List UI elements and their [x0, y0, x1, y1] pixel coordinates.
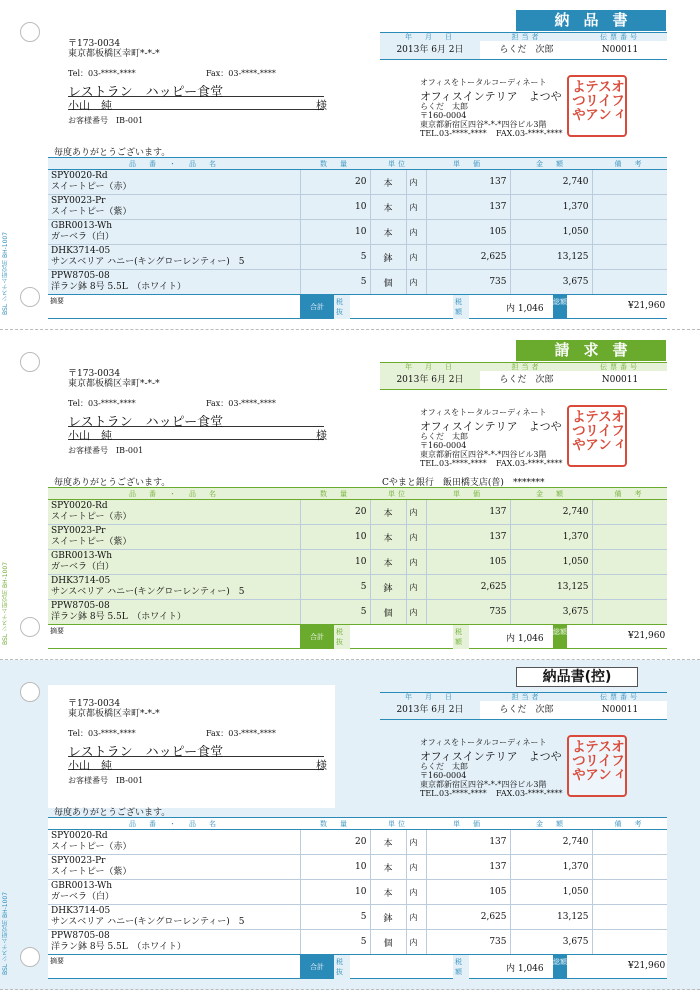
item-tax: 内	[406, 880, 426, 905]
customer-address: 東京都板橋区幸町*-*-*	[68, 49, 160, 59]
company-zip: 〒160-0004	[420, 441, 467, 450]
table-row	[48, 550, 667, 575]
tax-value: 内 1,046	[506, 634, 544, 644]
item-amount: 1,050	[510, 550, 592, 575]
col-price: 単 価	[426, 158, 510, 170]
company-address: 東京都新宿区四谷*-*-*四谷ビル3階	[420, 450, 547, 459]
totals-row	[48, 294, 667, 319]
date-label: 年 月 日	[380, 32, 480, 41]
item-qty: 5	[300, 245, 370, 270]
customer-no: お客様番号 IB-001	[68, 446, 144, 455]
customer-fax: Fax：03-****-****	[206, 729, 276, 738]
slip-no-value: N00011	[601, 705, 639, 715]
grand-total-label: 総額	[553, 295, 567, 319]
table-row	[48, 245, 667, 270]
customer-contact: 小山 純 様	[68, 429, 327, 442]
item-note	[592, 930, 667, 955]
item-unit: 本	[370, 830, 406, 855]
item-unit: 個	[370, 600, 406, 625]
col-price: 単 価	[426, 818, 510, 830]
col-amount: 金 額	[510, 818, 592, 830]
total-label: 合計	[300, 625, 334, 649]
col-qty: 数 量	[300, 158, 370, 170]
item-tax: 内	[406, 270, 426, 295]
company-slogan: オフィスをトータルコーディネート	[420, 78, 547, 87]
person-label: 担当者	[480, 32, 573, 41]
company-slogan: オフィスをトータルコーディネート	[420, 408, 547, 417]
totals-row	[48, 954, 667, 979]
item-tax: 内	[406, 600, 426, 625]
company-person: らくだ 太郎	[420, 762, 468, 771]
info-grid	[380, 692, 667, 720]
company-name: オフィスインテリア よつや	[420, 420, 562, 433]
item-unit: 本	[370, 550, 406, 575]
item-code-name: SPY0020-Rd スイートピー（赤）	[48, 500, 300, 525]
item-unit: 本	[370, 500, 406, 525]
company-fax: FAX.03-****-****	[496, 129, 563, 138]
item-qty: 5	[300, 600, 370, 625]
item-code-name: SPY0023-Pr スイートピー（紫）	[48, 195, 300, 220]
item-qty: 5	[300, 270, 370, 295]
item-qty: 10	[300, 550, 370, 575]
item-price: 137	[426, 855, 510, 880]
item-price: 137	[426, 195, 510, 220]
sheet-1	[0, 330, 700, 660]
col-item: 品 番 ・ 品 名	[48, 158, 300, 170]
item-code-name: GBR0013-Wh ガーベラ（白）	[48, 550, 300, 575]
item-note	[592, 500, 667, 525]
document-title: 納品書	[516, 10, 666, 31]
document-title: 請求書	[516, 340, 666, 361]
item-amount: 13,125	[510, 245, 592, 270]
person-value: らくだ 次郎	[499, 45, 554, 55]
item-price: 137	[426, 525, 510, 550]
col-note: 備 考	[592, 818, 667, 830]
item-code-name: SPY0023-Pr スイートピー（紫）	[48, 525, 300, 550]
item-price: 105	[426, 880, 510, 905]
side-code: BSL システム研究所 BH-1007	[2, 891, 9, 975]
table-row	[48, 270, 667, 295]
customer-tel: Tel：03-****-****	[68, 69, 136, 78]
item-price: 735	[426, 930, 510, 955]
tax-excl-label: 税抜	[334, 625, 350, 649]
item-tax: 内	[406, 575, 426, 600]
item-note	[592, 195, 667, 220]
item-tax: 内	[406, 830, 426, 855]
customer-name: レストラン ハッピー食堂	[68, 411, 324, 427]
item-tax: 内	[406, 220, 426, 245]
item-code-name: DHK3714-05 サンスベリア ハニー(キングローレンティー) 5	[48, 905, 300, 930]
date-value: 2013年 6月 2日	[380, 41, 480, 59]
item-code-name: PPW8705-08 洋ラン鉢 8号 5.5L （ホワイト）	[48, 600, 300, 625]
info-grid	[380, 362, 667, 390]
item-note	[592, 525, 667, 550]
col-item: 品 番 ・ 品 名	[48, 818, 300, 830]
item-qty: 5	[300, 575, 370, 600]
customer-fax: Fax：03-****-****	[206, 399, 276, 408]
item-price: 105	[426, 220, 510, 245]
company-zip: 〒160-0004	[420, 771, 467, 780]
bank-info: Cやまと銀行 飯田橋支店(普) *******	[382, 478, 545, 488]
item-tax: 内	[406, 930, 426, 955]
company-tel: TEL.03-****-****	[420, 129, 487, 138]
slip-no-value: N00011	[601, 45, 639, 55]
item-tax: 内	[406, 550, 426, 575]
item-tax: 内	[406, 855, 426, 880]
person-value: らくだ 次郎	[499, 705, 554, 715]
document-title: 納品書(控)	[516, 667, 638, 687]
memo-label: 摘要	[50, 627, 64, 635]
company-zip: 〒160-0004	[420, 111, 467, 120]
table-row	[48, 170, 667, 195]
item-qty: 20	[300, 170, 370, 195]
item-price: 735	[426, 270, 510, 295]
tax-value: 内 1,046	[506, 304, 544, 314]
item-note	[592, 830, 667, 855]
item-unit: 鉢	[370, 245, 406, 270]
company-address: 東京都新宿区四谷*-*-*四谷ビル3階	[420, 780, 547, 789]
greeting: 毎度ありがとうございます。	[54, 478, 171, 488]
table-row	[48, 830, 667, 855]
item-qty: 10	[300, 880, 370, 905]
col-note: 備 考	[592, 158, 667, 170]
tax-excl-label: 税抜	[334, 955, 350, 979]
customer-zip: 〒173-0034	[68, 369, 121, 379]
col-price: 単 価	[426, 488, 510, 500]
item-price: 735	[426, 600, 510, 625]
sheet-2	[0, 660, 700, 990]
table-row	[48, 930, 667, 955]
item-price: 2,625	[426, 905, 510, 930]
item-price: 2,625	[426, 575, 510, 600]
item-code-name: DHK3714-05 サンスベリア ハニー(キングローレンティー) 5	[48, 575, 300, 600]
memo-label: 摘要	[50, 297, 64, 305]
info-grid	[380, 32, 667, 60]
item-code-name: SPY0020-Rd スイートピー（赤）	[48, 170, 300, 195]
table-row	[48, 195, 667, 220]
punch-hole	[20, 682, 40, 702]
item-qty: 20	[300, 500, 370, 525]
item-unit: 本	[370, 170, 406, 195]
slip-no-label: 伝票番号	[573, 32, 667, 41]
side-code: BSL システム研究所 BH-1007	[2, 561, 9, 645]
grand-total-value: ¥21,960	[628, 301, 666, 311]
company-person: らくだ 太郎	[420, 102, 468, 111]
company-name: オフィスインテリア よつや	[420, 750, 562, 763]
table-row	[48, 600, 667, 625]
col-qty: 数 量	[300, 818, 370, 830]
item-tax: 内	[406, 905, 426, 930]
item-note	[592, 245, 667, 270]
greeting: 毎度ありがとうございます。	[54, 148, 171, 158]
customer-name: レストラン ハッピー食堂	[68, 741, 324, 757]
company-seal: オフィスインテリアよつや	[567, 405, 627, 467]
item-price: 137	[426, 170, 510, 195]
item-qty: 5	[300, 905, 370, 930]
item-note	[592, 220, 667, 245]
sama-label: 様	[316, 759, 327, 772]
item-qty: 20	[300, 830, 370, 855]
grand-total-label: 総額	[553, 625, 567, 649]
customer-address: 東京都板橋区幸町*-*-*	[68, 709, 160, 719]
item-code-name: SPY0020-Rd スイートピー（赤）	[48, 830, 300, 855]
punch-hole	[20, 22, 40, 42]
col-unit: 単位	[370, 818, 426, 830]
punch-hole	[20, 617, 40, 637]
item-tax: 内	[406, 245, 426, 270]
punch-hole	[20, 352, 40, 372]
date-value: 2013年 6月 2日	[380, 701, 480, 719]
item-amount: 3,675	[510, 270, 592, 295]
item-unit: 個	[370, 270, 406, 295]
total-label: 合計	[300, 955, 334, 979]
col-amount: 金 額	[510, 488, 592, 500]
col-item: 品 番 ・ 品 名	[48, 488, 300, 500]
tax-amount-label: 税額	[453, 625, 469, 649]
item-qty: 10	[300, 855, 370, 880]
table-row	[48, 905, 667, 930]
item-code-name: DHK3714-05 サンスベリア ハニー(キングローレンティー) 5	[48, 245, 300, 270]
memo-label: 摘要	[50, 957, 64, 965]
item-amount: 1,370	[510, 855, 592, 880]
customer-address: 東京都板橋区幸町*-*-*	[68, 379, 160, 389]
item-unit: 本	[370, 855, 406, 880]
item-unit: 鉢	[370, 575, 406, 600]
customer-tel: Tel：03-****-****	[68, 729, 136, 738]
tax-amount-label: 税額	[453, 295, 469, 319]
item-unit: 本	[370, 195, 406, 220]
company-fax: FAX.03-****-****	[496, 789, 563, 798]
date-label: 年 月 日	[380, 692, 480, 701]
item-unit: 本	[370, 220, 406, 245]
item-tax: 内	[406, 500, 426, 525]
person-value: らくだ 次郎	[499, 375, 554, 385]
customer-zip: 〒173-0034	[68, 699, 121, 709]
customer-no: お客様番号 IB-001	[68, 116, 144, 125]
item-amount: 13,125	[510, 905, 592, 930]
company-seal: オフィスインテリアよつや	[567, 735, 627, 797]
item-unit: 本	[370, 880, 406, 905]
item-price: 137	[426, 500, 510, 525]
company-person: らくだ 太郎	[420, 432, 468, 441]
customer-tel: Tel：03-****-****	[68, 399, 136, 408]
item-note	[592, 575, 667, 600]
item-amount: 2,740	[510, 830, 592, 855]
item-unit: 本	[370, 525, 406, 550]
table-row	[48, 855, 667, 880]
company-slogan: オフィスをトータルコーディネート	[420, 738, 547, 747]
company-tel: TEL.03-****-****	[420, 459, 487, 468]
item-tax: 内	[406, 195, 426, 220]
item-qty: 10	[300, 195, 370, 220]
item-code-name: PPW8705-08 洋ラン鉢 8号 5.5L （ホワイト）	[48, 270, 300, 295]
slip-no-label: 伝票番号	[573, 692, 667, 701]
item-note	[592, 550, 667, 575]
tax-value: 内 1,046	[506, 964, 544, 974]
table-row	[48, 500, 667, 525]
col-unit: 単位	[370, 488, 426, 500]
person-label: 担当者	[480, 362, 573, 371]
item-tax: 内	[406, 170, 426, 195]
item-amount: 3,675	[510, 930, 592, 955]
company-seal: オフィスインテリアよつや	[567, 75, 627, 137]
item-tax: 内	[406, 525, 426, 550]
total-label: 合計	[300, 295, 334, 319]
grand-total-label: 総額	[553, 955, 567, 979]
punch-hole	[20, 287, 40, 307]
customer-zip: 〒173-0034	[68, 39, 121, 49]
item-amount: 1,050	[510, 220, 592, 245]
col-amount: 金 額	[510, 158, 592, 170]
greeting: 毎度ありがとうございます。	[54, 808, 171, 818]
date-label: 年 月 日	[380, 362, 480, 371]
item-amount: 13,125	[510, 575, 592, 600]
slip-no-label: 伝票番号	[573, 362, 667, 371]
company-tel: TEL.03-****-****	[420, 789, 487, 798]
grand-total-value: ¥21,960	[628, 631, 666, 641]
item-note	[592, 855, 667, 880]
sheet-0	[0, 0, 700, 330]
company-address: 東京都新宿区四谷*-*-*四谷ビル3階	[420, 120, 547, 129]
items-table	[48, 817, 667, 955]
item-note	[592, 880, 667, 905]
item-amount: 2,740	[510, 170, 592, 195]
totals-row	[48, 624, 667, 649]
customer-name: レストラン ハッピー食堂	[68, 81, 324, 97]
table-row	[48, 525, 667, 550]
item-note	[592, 905, 667, 930]
company-name: オフィスインテリア よつや	[420, 90, 562, 103]
date-value: 2013年 6月 2日	[380, 371, 480, 389]
items-table	[48, 487, 667, 625]
item-code-name: GBR0013-Wh ガーベラ（白）	[48, 880, 300, 905]
item-qty: 5	[300, 930, 370, 955]
sama-label: 様	[316, 429, 327, 442]
customer-contact: 小山 純 様	[68, 99, 327, 112]
customer-contact: 小山 純 様	[68, 759, 327, 772]
item-price: 137	[426, 830, 510, 855]
punch-hole	[20, 947, 40, 967]
item-price: 105	[426, 550, 510, 575]
sama-label: 様	[316, 99, 327, 112]
item-amount: 1,370	[510, 525, 592, 550]
table-row	[48, 220, 667, 245]
customer-fax: Fax：03-****-****	[206, 69, 276, 78]
customer-no: お客様番号 IB-001	[68, 776, 144, 785]
slip-no-value: N00011	[601, 375, 639, 385]
item-code-name: GBR0013-Wh ガーベラ（白）	[48, 220, 300, 245]
tax-excl-label: 税抜	[334, 295, 350, 319]
table-row	[48, 575, 667, 600]
item-code-name: SPY0023-Pr スイートピー（紫）	[48, 855, 300, 880]
item-price: 2,625	[426, 245, 510, 270]
item-qty: 10	[300, 220, 370, 245]
item-note	[592, 170, 667, 195]
col-unit: 単位	[370, 158, 426, 170]
item-unit: 鉢	[370, 905, 406, 930]
item-amount: 2,740	[510, 500, 592, 525]
company-fax: FAX.03-****-****	[496, 459, 563, 468]
items-table	[48, 157, 667, 295]
item-amount: 3,675	[510, 600, 592, 625]
item-unit: 個	[370, 930, 406, 955]
item-amount: 1,370	[510, 195, 592, 220]
col-note: 備 考	[592, 488, 667, 500]
item-qty: 10	[300, 525, 370, 550]
item-code-name: PPW8705-08 洋ラン鉢 8号 5.5L （ホワイト）	[48, 930, 300, 955]
side-code: BSL システム研究所 BH-1007	[2, 231, 9, 315]
tax-amount-label: 税額	[453, 955, 469, 979]
item-amount: 1,050	[510, 880, 592, 905]
person-label: 担当者	[480, 692, 573, 701]
col-qty: 数 量	[300, 488, 370, 500]
grand-total-value: ¥21,960	[628, 961, 666, 971]
table-row	[48, 880, 667, 905]
item-note	[592, 270, 667, 295]
item-note	[592, 600, 667, 625]
